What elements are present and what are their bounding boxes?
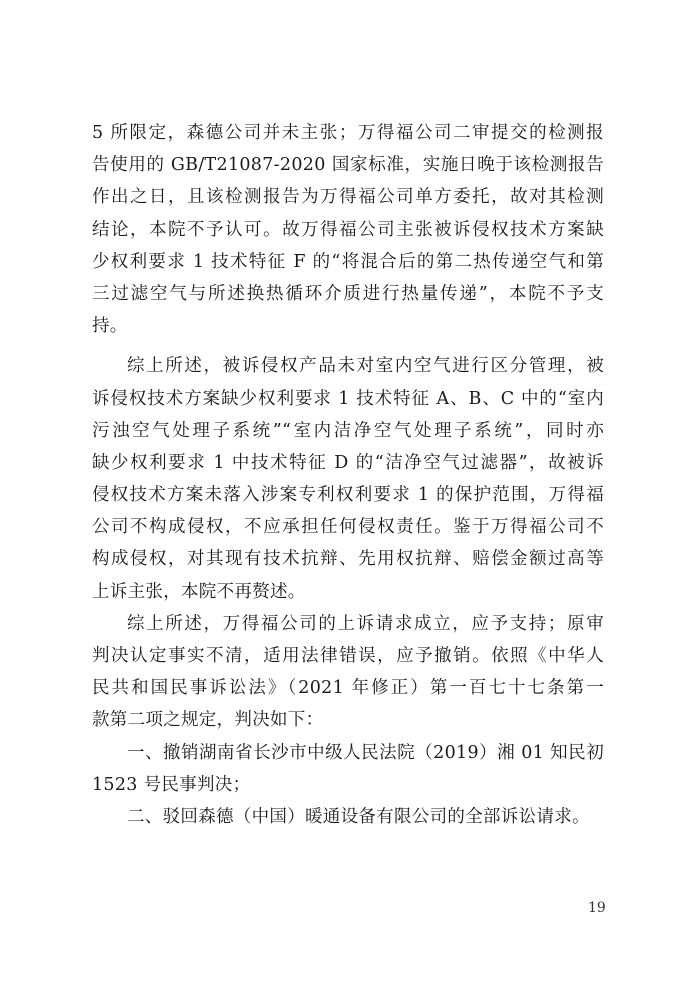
paragraph-3 (92, 608, 604, 737)
text-line: 5 所限定，森德公司并未主张；万得福公司二审提交的检测报 (92, 123, 604, 143)
paragraph-1 (92, 117, 604, 342)
text-line: 款第二项之规定，判决如下： (92, 710, 324, 731)
paragraph-2 (92, 350, 604, 608)
text-line: 缺少权利要求 1 中技术特征 D 的“洁净空气过滤器”，故被诉 (92, 452, 604, 473)
text-line: 一、撤销湖南省长沙市中级人民法院（2019）湘 01 知民初 (127, 742, 604, 763)
text-line: 构成侵权，对其现有技术抗辩、先用权抗辩、赔偿金额过高等 (92, 549, 604, 570)
text-line: 民共和国民事诉讼法》（2021 年修正）第一百七十七条第一 (92, 678, 604, 699)
text-line: 诉侵权技术方案缺少权利要求 1 技术特征 A、B、C 中的“室内 (92, 388, 604, 409)
text-line: 持。 (92, 316, 128, 337)
judgment-item-1 (92, 737, 604, 801)
text-line: 三过滤空气与所述换热循环介质进行热量传递”，本院不予支 (92, 283, 604, 304)
text-line: 上诉主张，本院不再赘述。 (92, 581, 306, 602)
text-line: 侵权技术方案未落入涉案专利权利要求 1 的保护范围，万得福 (92, 485, 604, 506)
text-line: 二、驳回森德（中国）暖通设备有限公司的全部诉讼请求。 (127, 806, 590, 827)
text-line: 告使用的 GB/T21087-2020 国家标准，实施日晚于该检测报告 (92, 155, 604, 176)
text-line: 综上所述，万得福公司的上诉请求成立，应予支持；原审 (127, 613, 604, 634)
text-line: 作出之日，且该检测报告为万得福公司单方委托，故对其检测 (92, 187, 604, 208)
text-line: 结论，本院不予认可。故万得福公司主张被诉侵权技术方案缺 (92, 219, 604, 240)
text-line: 判决认定事实不清，适用法律错误，应予撤销。依照《中华人 (92, 646, 604, 666)
body-text (92, 117, 604, 833)
page-number: 19 (588, 900, 606, 916)
text-line: 1523 号民事判决； (92, 774, 251, 795)
text-line: 公司不构成侵权，不应承担任何侵权责任。鉴于万得福公司不 (92, 517, 604, 538)
text-line: 少权利要求 1 技术特征 F 的“将混合后的第二热传递空气和第 (92, 251, 604, 272)
text-line: 污浊空气处理子系统”“室内洁净空气处理子系统”，同时亦 (92, 420, 604, 441)
text-line: 综上所述，被诉侵权产品未对室内空气进行区分管理，被 (127, 356, 604, 377)
judgment-item-2 (92, 801, 604, 833)
